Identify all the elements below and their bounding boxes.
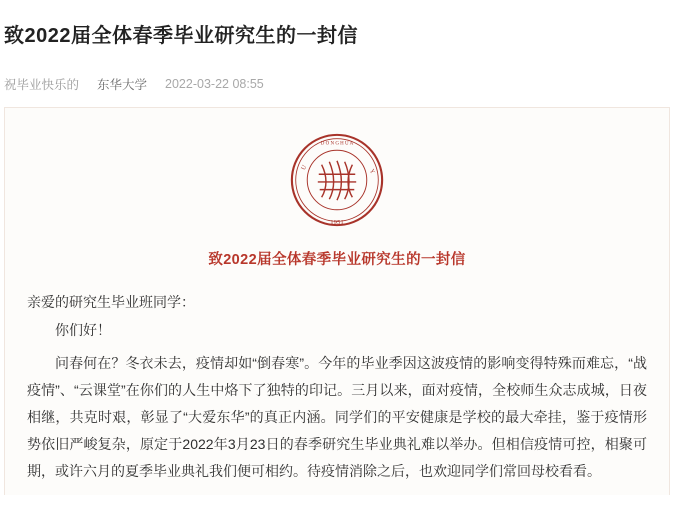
article-meta [0, 65, 681, 93]
salutation: 亲爱的研究生毕业班同学： [27, 293, 195, 310]
donghua-university-seal-icon [289, 132, 385, 228]
meta-author: 祝毕业快乐的 [4, 77, 80, 92]
meta-date: 2022-03-22 08:55 [165, 76, 264, 91]
document-heading: 致2022届全体春季毕业研究生的一封信 [208, 251, 466, 268]
article-body-card [4, 107, 670, 495]
svg-text:1951: 1951 [330, 218, 344, 226]
university-logo [27, 126, 647, 242]
svg-text:D O N G H U A: D O N G H U A [320, 141, 354, 147]
page-title: 致2022届全体春季毕业研究生的一封信 [4, 25, 358, 48]
svg-text:U: U [299, 163, 309, 172]
paragraph: 问春何在？冬衣未去，疫情却如“倒春寒”。今年的毕业季因这波疫情的影响变得特殊而难忘，“战疫情”、“云课堂”在你们的人生中烙下了独特的印记。三月以来，面对疫情，全校师生众志成城，日夜相继，共克时艰，彰显了“大爱东华”的真正内涵。同学们的平安健康是学校的最大牵挂，鉴于疫情形势依旧严峻复杂，原定于2022年3月23日的春季研究生毕业典礼难以举办。但相信疫情可控，相聚可期，或许六月的夏季毕业典礼我们便可相约。待疫情消除之后，也欢迎同学们常回母校看看。 [27, 354, 647, 479]
article-page [0, 13, 681, 515]
svg-text:Y: Y [367, 167, 377, 176]
meta-source[interactable]: 东华大学 [97, 77, 148, 92]
greeting: 你们好！ [55, 321, 111, 338]
